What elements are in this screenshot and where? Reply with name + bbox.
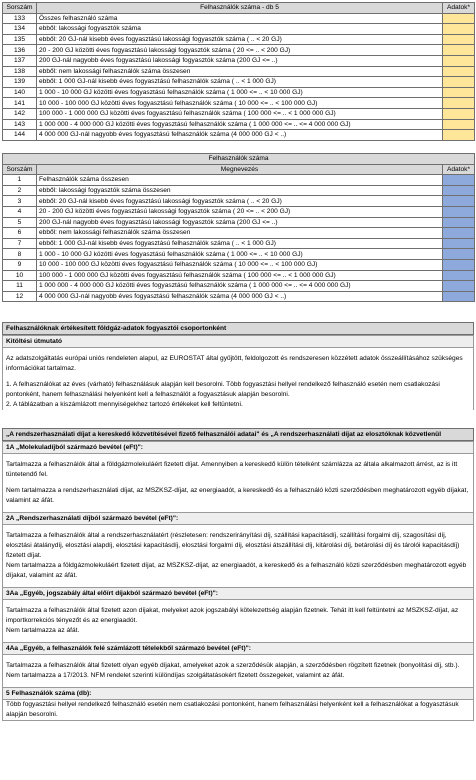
row-number: 134 — [3, 24, 37, 35]
row-label: 10 000 - 100 000 GJ közötti éves fogyasztású felhasználók száma ( 10 000 <= .. < 100 000 GJ) — [37, 259, 443, 270]
row-label: 1 000 000 - 4 000 000 GJ közötti éves fogyasztású felhasználók száma ( 1 000 000 <= .. <= 4 000 000 GJ) — [37, 281, 443, 292]
row-label: ebből: 20 GJ-nál kisebb éves fogyasztású lakossági fogyasztók száma ( .. < 20 GJ) — [37, 196, 443, 207]
table-row — [3, 77, 475, 88]
data-input-cell[interactable] — [443, 55, 475, 66]
guide-rule-2: 2. A táblázatban a kiszámlázott mennyiségekhez tartozó értékeket kell feltüntetni. — [2, 400, 474, 410]
data-input-cell[interactable] — [443, 228, 475, 239]
row-label: Felhasználók száma összesen — [37, 175, 443, 186]
row-number: 4 — [3, 206, 37, 217]
data-input-cell[interactable] — [443, 13, 475, 24]
row-label: 1 000 - 10 000 GJ közötti éves fogyasztású felhasználók száma ( 1 000 <= .. < 10 000 GJ) — [37, 249, 443, 260]
column-header-felhasznalok: Felhasználók száma - db 5 — [37, 3, 443, 14]
row-label: 4 000 000 GJ-nál nagyobb éves fogyasztású felhasználók száma (4 000 000 GJ < ..) — [37, 291, 443, 302]
table-row — [3, 119, 475, 130]
row-label: 200 GJ-nál nagyobb éves fogyasztású lakossági fogyasztók száma (200 GJ <= ..) — [37, 55, 443, 66]
guide-rule-1: 1. A felhasználókat az éves (várható) felhasználásuk alapján kell besorolni. Több fogyasztási hellyel rendelkező felhasználó esetén nem csatlakozási pontonként, hanem felhasználási helyenként kell a felhasználót a fogyasztásuk alapján besorolni. — [2, 380, 474, 400]
table-row — [3, 249, 475, 260]
row-label: ebből: 20 GJ-nál kisebb éves fogyasztású lakossági fogyasztók száma ( .. < 20 GJ) — [37, 34, 443, 45]
table-row — [3, 259, 475, 270]
column-header-adatok: Adatok* — [443, 164, 475, 175]
row-label: 1 000 000 - 4 000 000 GJ közötti éves fogyasztású felhasználók száma ( 1 000 000 <= .. <= 4 000 000 GJ) — [37, 119, 443, 130]
row-number: 143 — [3, 119, 37, 130]
row-label: ebből: 1 000 GJ-nál kisebb éves fogyasztású felhasználók száma ( .. < 1 000 GJ) — [37, 238, 443, 249]
section-1a-title: 1A „Molekuladíjból származó bevétel (eFt)": — [2, 441, 474, 454]
row-label: 10 000 - 100 000 GJ közötti éves fogyasztású felhasználók száma ( 10 000 <= .. < 100 000 GJ) — [37, 98, 443, 109]
section-2a-excludes: Nem tartalmazza a földgázmolekuláért fizetett díjat, az MSZKSZ-díjat, az energiaadót, a kereskedő és a felhasználó közti szerződésben meghatározott egyéb díjakat, valamint az áfát. — [2, 561, 474, 581]
data-input-cell[interactable] — [443, 196, 475, 207]
row-number: 12 — [3, 291, 37, 302]
table-title-row — [3, 154, 475, 165]
row-label: 1 000 - 10 000 GJ közötti éves fogyasztású felhasználók száma ( 1 000 <= .. < 10 000 GJ) — [37, 87, 443, 98]
consumers-table-1 — [2, 2, 475, 141]
row-label: ebből: lakossági fogyasztók száma — [37, 24, 443, 35]
data-input-cell[interactable] — [443, 87, 475, 98]
section-1a-includes: Tartalmazza a felhasználók által a földgázmolekuláért fizetett díjat. Amennyiben a kereskedő külön tételként számlázza az általa alkalmazott árrést, az is itt tüntetendő fel. — [2, 460, 474, 480]
table-row — [3, 13, 475, 24]
row-label: 100 000 - 1 000 000 GJ közötti éves fogyasztású felhasználók száma ( 100 000 <= .. < 1 000 000 GJ) — [37, 270, 443, 281]
row-label: 20 - 200 GJ közötti éves fogyasztású lakossági fogyasztók száma ( 20 <= .. < 200 GJ) — [37, 45, 443, 56]
row-number: 136 — [3, 45, 37, 56]
data-input-cell[interactable] — [443, 34, 475, 45]
section-1a-excludes: Nem tartalmazza a rendszerhasználati díjat, az MSZKSZ-díjat, az energiaadót, a kereskedő és a felhasználó közti szerződésben meghatározott egyéb díjakat, valamint az áfát. — [2, 486, 474, 506]
data-input-cell[interactable] — [443, 249, 475, 260]
table-title: Felhasználók száma — [3, 154, 475, 165]
table-row — [3, 175, 475, 186]
row-number: 142 — [3, 108, 37, 119]
section-2a-title: 2A „Rendszerhasználati díjból származó bevétel (eFt)": — [2, 512, 474, 525]
column-header-megnevezes: Megnevezés — [37, 164, 443, 175]
table-row — [3, 87, 475, 98]
data-input-cell[interactable] — [443, 130, 475, 141]
table-row — [3, 55, 475, 66]
guide-section — [2, 322, 474, 721]
data-input-cell[interactable] — [443, 66, 475, 77]
table-row — [3, 196, 475, 207]
data-input-cell[interactable] — [443, 98, 475, 109]
row-number: 137 — [3, 55, 37, 66]
row-label: Összes felhasználó száma — [37, 13, 443, 24]
table-row — [3, 98, 475, 109]
row-label: 200 GJ-nál nagyobb éves fogyasztású lakossági fogyasztók száma (200 GJ <= ..) — [37, 217, 443, 228]
section-5-title: 5 Felhasználók száma (db): — [2, 687, 474, 700]
row-number: 3 — [3, 196, 37, 207]
data-input-cell[interactable] — [443, 259, 475, 270]
table-row — [3, 217, 475, 228]
section-4aa-excludes: Nem tartalmazza a 17/2013. NFM rendelet szerinti különdíjas szolgáltatásokért fizetett összegeket, valamint az áfát. — [2, 671, 474, 681]
row-number: 141 — [3, 98, 37, 109]
table-row — [3, 291, 475, 302]
row-number: 2 — [3, 185, 37, 196]
row-number: 10 — [3, 270, 37, 281]
data-input-cell[interactable] — [443, 45, 475, 56]
table-row — [3, 34, 475, 45]
table-body — [3, 13, 475, 140]
data-input-cell[interactable] — [443, 185, 475, 196]
table-row — [3, 206, 475, 217]
section-3aa-excludes: Nem tartalmazza az áfát. — [2, 626, 474, 636]
guide-title: Felhasználóknak értékesített földgáz-adatok fogyasztói csoportonként — [2, 322, 474, 335]
table-row — [3, 24, 475, 35]
section-1-header: „A rendszerhasználati díjat a kereskedő közvetítésével fizető felhasználói adatai" és „A rendszerhasználati díjat az elosztóknak közvetlenül — [2, 428, 474, 441]
row-number: 9 — [3, 259, 37, 270]
row-number: 144 — [3, 130, 37, 141]
row-label: ebből: nem lakossági felhasználók száma összesen — [37, 228, 443, 239]
column-header-adatok: Adatok* — [443, 3, 475, 14]
table-row — [3, 238, 475, 249]
column-header-sorszam: Sorszám — [3, 164, 37, 175]
row-number: 5 — [3, 217, 37, 228]
guide-intro: Az adatszolgáltatás európai uniós rendeleten alapul, az EUROSTAT által gyűjtött, feldolgozott és rendszeresen közzétett adatok összeállításához szükséges információkat tartalmaz. — [2, 354, 474, 374]
row-label: ebből: lakossági fogyasztók száma összesen — [37, 185, 443, 196]
section-3aa-includes: Tartalmazza a felhasználók által fizetett azon díjakat, melyeket azok jogszabályi kötelezettség alapján fizetnek. Tehát itt kell feltüntetni az MSZKSZ-díjat, az importkorrekciós tényezőt és az energiaadót. — [2, 606, 474, 626]
guide-subtitle: Kitöltési útmutató — [2, 335, 474, 348]
consumers-table-2 — [2, 153, 475, 302]
row-label: 20 - 200 GJ közötti éves fogyasztású lakossági fogyasztók száma ( 20 <= .. < 200 GJ) — [37, 206, 443, 217]
table-row — [3, 130, 475, 141]
table-row — [3, 228, 475, 239]
table-row — [3, 185, 475, 196]
column-header-sorszam: Sorszám — [3, 3, 37, 14]
row-number: 133 — [3, 13, 37, 24]
data-input-cell[interactable] — [443, 119, 475, 130]
data-input-cell[interactable] — [443, 108, 475, 119]
table-row — [3, 66, 475, 77]
section-4aa-title: 4Aa „Egyéb, a felhasználók felé számlázott tételekből származó bevétel (eFt)": — [2, 642, 474, 655]
table-row — [3, 45, 475, 56]
row-number: 140 — [3, 87, 37, 98]
row-number: 6 — [3, 228, 37, 239]
row-number: 11 — [3, 281, 37, 292]
data-input-cell[interactable] — [443, 206, 475, 217]
row-label: 4 000 000 GJ-nál nagyobb éves fogyasztású felhasználók száma (4 000 000 GJ < ..) — [37, 130, 443, 141]
row-number: 139 — [3, 77, 37, 88]
data-input-cell[interactable] — [443, 175, 475, 186]
row-number: 138 — [3, 66, 37, 77]
data-input-cell[interactable] — [443, 217, 475, 228]
table-header-row — [3, 164, 475, 175]
data-input-cell[interactable] — [443, 238, 475, 249]
table-header-row — [3, 3, 475, 14]
row-number: 7 — [3, 238, 37, 249]
data-input-cell[interactable] — [443, 281, 475, 292]
data-input-cell[interactable] — [443, 270, 475, 281]
table-body — [3, 175, 475, 302]
row-number: 8 — [3, 249, 37, 260]
data-input-cell[interactable] — [443, 77, 475, 88]
section-5-text: Több fogyasztási hellyel rendelkező felhasználó esetén nem csatlakozási pontonként, hanem felhasználási helyenként kell a felhasználókat a fogyasztásuk alapján besorolni. — [2, 700, 474, 721]
table-row — [3, 270, 475, 281]
data-input-cell[interactable] — [443, 291, 475, 302]
section-2a-includes: Tartalmazza a felhasználók által a rendszerhasználatért (részletesen: rendszerirányítási díj, szállítási kapacitásdíj, szállítási forgalmi díj, szagosítási díj, elosztási átalánydíj, elosztási alapdíj, elosztási kapacitásdíj, elosztási forgalmi díj, elosztási átszállítási díj, kitárolási díj, betárolási díj és tárolói kapacitásdíj) fizetett díjat. — [2, 531, 474, 561]
data-input-cell[interactable] — [443, 24, 475, 35]
row-number: 1 — [3, 175, 37, 186]
row-label: 100 000 - 1 000 000 GJ közötti éves fogyasztású felhasználók száma ( 100 000 <= .. < 1 000 000 GJ) — [37, 108, 443, 119]
table-row — [3, 108, 475, 119]
section-4aa-includes: Tartalmazza a felhasználók által fizetett olyan egyéb díjakat, amelyeket azok a szerződésük alapján, a szerződésben rögzített fizetnek (bonyolítási díj, stb.). — [2, 661, 474, 671]
row-label: ebből: nem lakossági felhasználók száma összesen — [37, 66, 443, 77]
table-row — [3, 281, 475, 292]
row-number: 135 — [3, 34, 37, 45]
section-3aa-title: 3Aa „Egyéb, jogszabály által előírt díjakból származó bevétel (eFt)": — [2, 587, 474, 600]
row-label: ebből: 1 000 GJ-nál kisebb éves fogyasztású felhasználók száma ( .. < 1 000 GJ) — [37, 77, 443, 88]
